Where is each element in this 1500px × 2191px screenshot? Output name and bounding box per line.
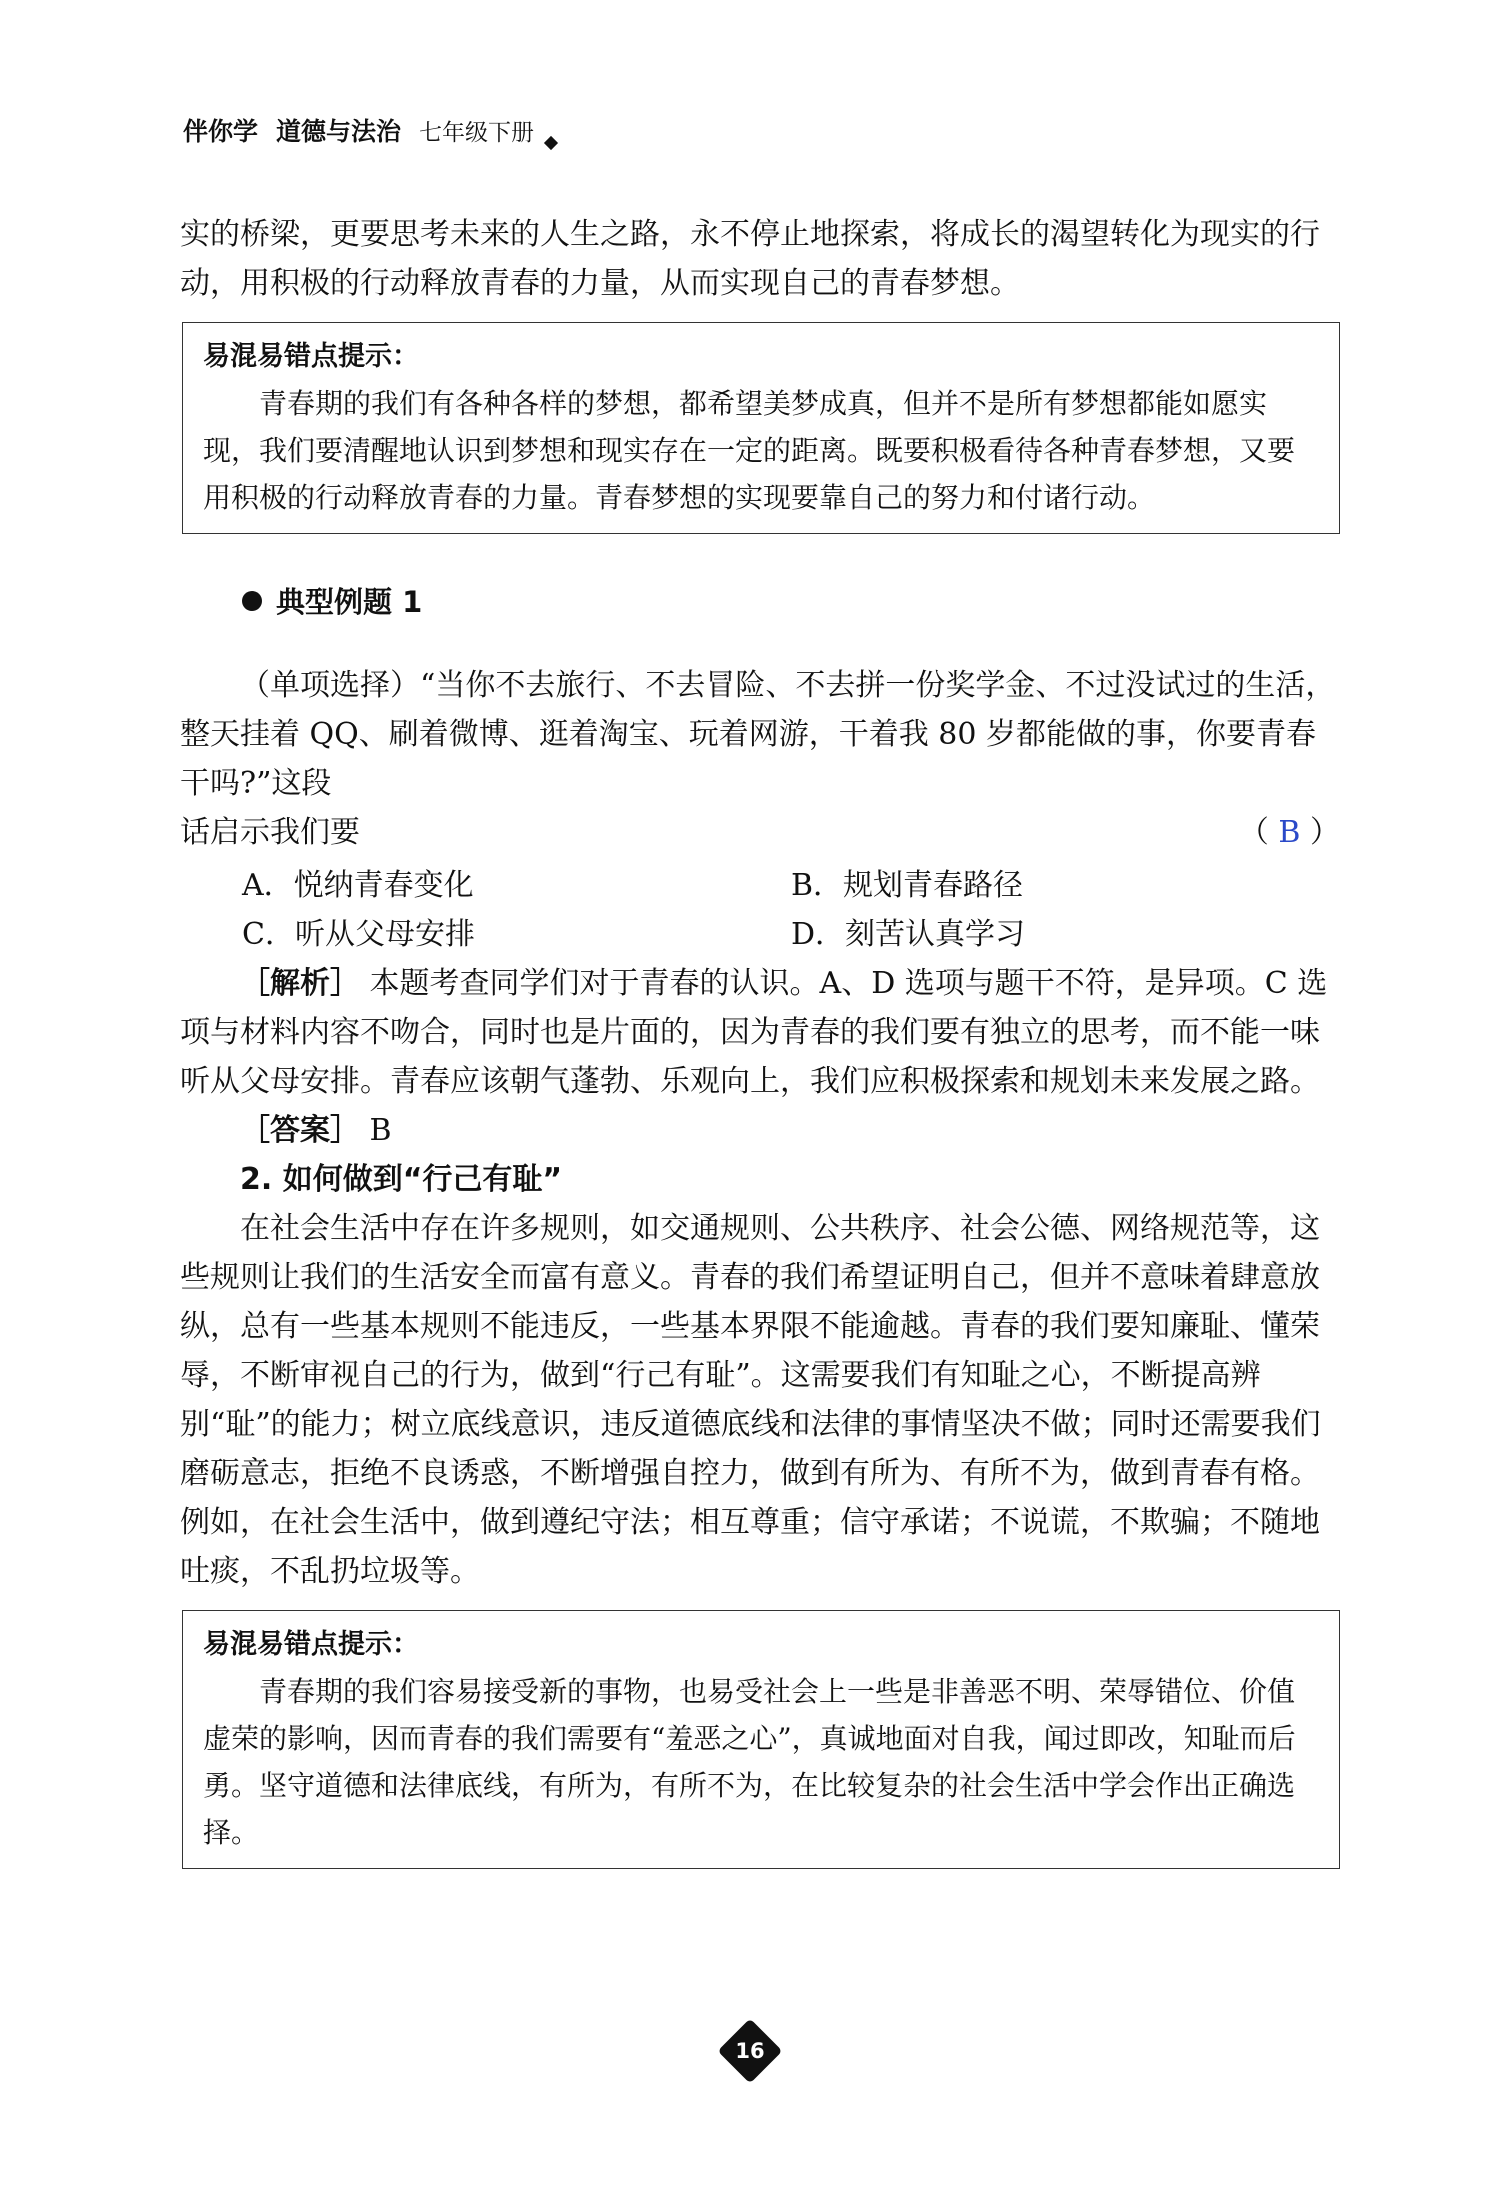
tip-box-title: 易混易错点提示：	[203, 1629, 419, 1660]
analysis-text: 本题考查同学们对于青春的认识。A、D 选项与题干不符，是异项。C 选项与材料内容不吻合，同时也是片面的，因为青春的我们要有独立的思考，而不能一味听从父母安排。青春应该朝气蓬勃、乐观向上，我们应积极探索和规划未来发展之路。	[180, 966, 1328, 1099]
subject-name: 道德与法治	[276, 117, 402, 146]
option-d: D．刻苦认真学习	[791, 917, 1026, 952]
tip-box-2	[182, 1610, 1340, 1869]
section-2-title: 2. 如何做到“行己有耻”	[240, 1162, 563, 1197]
diamond-icon	[544, 136, 558, 150]
analysis-paragraph	[180, 959, 1340, 1106]
answer-label: ［答案］	[240, 1113, 360, 1148]
section-2-body: 在社会生活中存在许多规则，如交通规则、公共秩序、社会公德、网络规范等，这些规则让我们的生活安全而富有意义。青春的我们希望证明自己，但并不意味着肆意放纵，总有一些基本规则不能违反，一些基本界限不能逾越。青春的我们要知廉耻、懂荣辱，不断审视自己的行为，做到“行己有耻”。这需要我们有知耻之心，不断提高辨别“耻”的能力；树立底线意识，违反道德底线和法律的事情坚决不做；同时还需要我们磨砺意志，拒绝不良诱惑，不断增强自控力，做到有所为、有所不为，做到青春有格。例如，在社会生活中，做到遵纪守法；相互尊重；信守承诺；不说谎，不欺骗；不随地吐痰，不乱扔垃圾等。	[180, 1211, 1321, 1589]
example-title: 典型例题 1	[276, 585, 423, 619]
series-name: 伴你学	[183, 117, 259, 146]
option-a: A．悦纳青春变化	[242, 868, 474, 903]
options-row	[180, 861, 1340, 910]
question-last-line	[180, 808, 1340, 857]
running-header	[183, 112, 556, 148]
answer-bracket	[1239, 808, 1340, 857]
page-number-badge	[717, 2018, 782, 2083]
paren-close: ）	[1310, 815, 1340, 850]
options-list	[180, 861, 1340, 959]
answer-line	[180, 1106, 1340, 1155]
intro-paragraph: 实的桥梁，更要思考未来的人生之路，永不停止地探索，将成长的渴望转化为现实的行动，用积极的行动释放青春的力量，从而实现自己的青春梦想。	[180, 217, 1320, 301]
answer-letter: B	[1278, 815, 1301, 850]
page-number: 16	[735, 2039, 765, 2063]
option-c: C．听从父母安排	[242, 917, 475, 952]
analysis-label: ［解析］	[240, 966, 360, 1001]
answer-text: B	[369, 1113, 392, 1148]
paren-open: （	[1238, 815, 1269, 850]
bullet-dot-icon	[242, 591, 262, 611]
tip-box-body: 青春期的我们有各种各样的梦想，都希望美梦成真，但并不是所有梦想都能如愿实现，我们要清醒地认识到梦想和现实存在一定的距离。既要积极看待各种青春梦想，又要用积极的行动释放青春的力量。青春梦想的实现要靠自己的努力和付诸行动。	[203, 387, 1296, 514]
example-heading	[242, 578, 1340, 627]
tip-box-1	[182, 322, 1340, 534]
tip-box-title: 易混易错点提示：	[203, 341, 419, 372]
grade-label: 七年级下册	[419, 120, 535, 146]
question-text: （单项选择）“当你不去旅行、不去冒险、不去拼一份奖学金、不过没试过的生活，整天挂着 QQ、刷着微博、逛着淘宝、玩着网游，干着我 80 岁都能做的事，你要青春干吗?”这段	[180, 668, 1336, 801]
options-row	[180, 910, 1340, 959]
option-b: B．规划青春路径	[791, 868, 1024, 903]
page-content	[180, 210, 1340, 1869]
tip-box-body: 青春期的我们容易接受新的事物，也易受社会上一些是非善恶不明、荣辱错位、价值虚荣的影响，因而青春的我们需要有“羞恶之心”，真诚地面对自我，闻过即改，知耻而后勇。坚守道德和法律底线，有所为，有所不为，在比较复杂的社会生活中学会作出正确选择。	[203, 1675, 1296, 1849]
question-end: 话启示我们要	[180, 815, 360, 850]
